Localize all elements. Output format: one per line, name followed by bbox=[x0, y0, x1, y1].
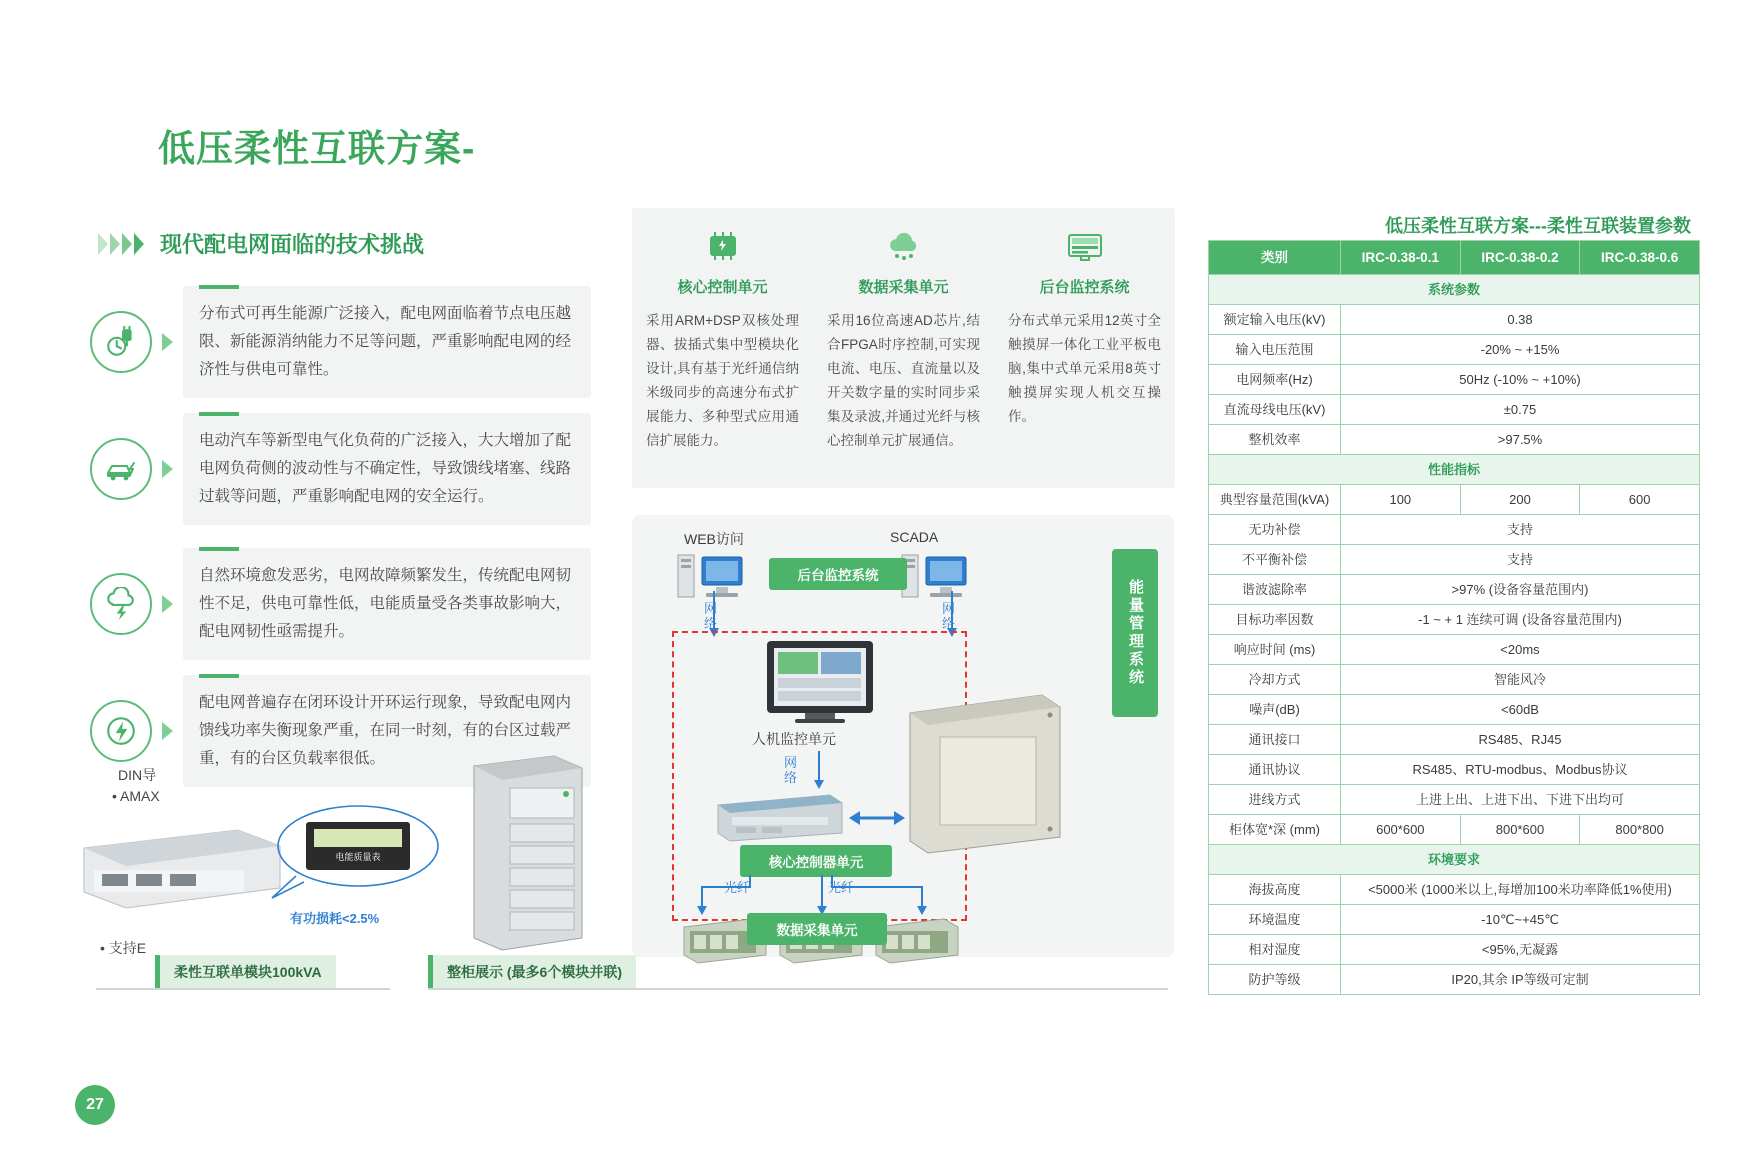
table-cell-value: 0.38 bbox=[1341, 305, 1700, 335]
table-row-label: 通讯协议 bbox=[1209, 755, 1341, 785]
meter-callout bbox=[262, 800, 442, 910]
table-section-row bbox=[1209, 845, 1700, 875]
ribbon-module-label: 柔性互联单模块100kVA bbox=[155, 955, 336, 989]
table-cell-value: ±0.75 bbox=[1341, 395, 1700, 425]
challenge-item-3 bbox=[90, 548, 591, 660]
challenge-text-3: 自然环境愈发恶劣，电网故障频繁发生，传统配电网韧性不足，供电可靠性低，电能质量受各类事故影响大，配电网韧性亟需提升。 bbox=[199, 567, 572, 640]
table-row-label: 无功补偿 bbox=[1209, 515, 1341, 545]
scada-label: SCADA bbox=[890, 529, 939, 545]
arrow-icon bbox=[162, 333, 173, 351]
challenge-item-1 bbox=[90, 286, 591, 398]
page-title: 低压柔性互联方案- bbox=[158, 128, 476, 169]
table-cell-value: <20ms bbox=[1341, 635, 1700, 665]
data-acquisition-unit-box: 数据采集单元 bbox=[747, 913, 887, 945]
table-row-label: 冷却方式 bbox=[1209, 665, 1341, 695]
divider-right bbox=[428, 988, 1168, 990]
core-controller-device-icon bbox=[712, 787, 846, 847]
table-row-label: 不平衡补偿 bbox=[1209, 545, 1341, 575]
table-row-label: 输入电压范围 bbox=[1209, 335, 1341, 365]
svg-text:电能质量表: 电能质量表 bbox=[335, 852, 381, 862]
table-row-label: 响应时间 (ms) bbox=[1209, 635, 1341, 665]
table-row-label: 柜体宽*深 (mm) bbox=[1209, 815, 1341, 845]
table-row-label: 进线方式 bbox=[1209, 785, 1341, 815]
network-label-right: 网络 bbox=[942, 601, 956, 631]
table-section-row bbox=[1209, 275, 1700, 305]
ribbon-cabinet-label: 整柜展示 (最多6个模块并联) bbox=[428, 955, 636, 989]
info-card-title-1: 核心控制单元 bbox=[677, 279, 768, 296]
network-label-mid: 网络 bbox=[784, 755, 798, 785]
header-model-1: IRC-0.38-0.1 bbox=[1341, 241, 1461, 275]
ev-car-icon bbox=[90, 438, 152, 500]
table-cell-value: 800*800 bbox=[1580, 815, 1700, 845]
cabinet-icon bbox=[900, 685, 1068, 863]
challenge-item-2 bbox=[90, 413, 591, 525]
table-row-label: 额定输入电压(kV) bbox=[1209, 305, 1341, 335]
lightning-cloud-icon bbox=[90, 573, 152, 635]
table-row-label: 海拔高度 bbox=[1209, 875, 1341, 905]
table-cell-value: -20% ~ +15% bbox=[1341, 335, 1700, 365]
arrow-icon bbox=[162, 595, 173, 613]
table-cell-value: 50Hz (-10% ~ +10%) bbox=[1341, 365, 1700, 395]
challenge-text-box-1 bbox=[183, 286, 591, 398]
table-row-label: 相对湿度 bbox=[1209, 935, 1341, 965]
parameters-table bbox=[1208, 240, 1700, 995]
table-cell-value: 上进上出、上进下出、下进下出均可 bbox=[1341, 785, 1700, 815]
din-note: DIN导 bbox=[118, 767, 157, 783]
hmi-unit-label: 人机监控单元 bbox=[752, 731, 836, 747]
table-cell-value: RS485、RJ45 bbox=[1341, 725, 1700, 755]
table-cell-value: 支持 bbox=[1341, 515, 1700, 545]
table-row-label: 整机效率 bbox=[1209, 425, 1341, 455]
table-cell-value: RS485、RTU-modbus、Modbus协议 bbox=[1341, 755, 1700, 785]
info-card-core-control bbox=[632, 208, 813, 488]
system-architecture-diagram bbox=[632, 515, 1174, 957]
hmi-panel-icon bbox=[765, 639, 875, 725]
table-row-label: 目标功率因数 bbox=[1209, 605, 1341, 635]
table-cell-value: -10℃~+45℃ bbox=[1341, 905, 1700, 935]
challenge-text-4: 配电网普遍存在闭环设计开环运行现象，导致配电网内馈线功率失衡现象严重，在同一时刻，有的台区过载严重，有的台区负载率很低。 bbox=[199, 694, 572, 767]
header-model-3: IRC-0.38-0.6 bbox=[1580, 241, 1700, 275]
table-cell-value: <5000米 (1000米以上,每增加100米功率降低1%使用) bbox=[1341, 875, 1700, 905]
table-row bbox=[1209, 605, 1700, 635]
table-cell-value: <60dB bbox=[1341, 695, 1700, 725]
table-cell-value: 600*600 bbox=[1341, 815, 1461, 845]
bg-monitor-system-box: 后台监控系统 bbox=[769, 558, 907, 590]
core-controller-unit-box: 核心控制器单元 bbox=[740, 845, 892, 877]
arrow-icon bbox=[162, 460, 173, 478]
support-note: • 支持E bbox=[100, 940, 147, 956]
table-row bbox=[1209, 815, 1700, 845]
info-card-monitor-system bbox=[994, 208, 1175, 488]
table-row bbox=[1209, 785, 1700, 815]
table-row bbox=[1209, 395, 1700, 425]
table-row-label: 通讯接口 bbox=[1209, 725, 1341, 755]
bidirectional-arrow-icon bbox=[846, 807, 908, 829]
info-card-title-2: 数据采集单元 bbox=[858, 279, 949, 296]
info-card-text-2: 采用16位高速AD芯片,结合FPGA时序控制,可实现电流、电压、直流量以及开关数字量的实时同步采集及录波,并通过光纤与核心控制单元扩展通信。 bbox=[827, 313, 980, 448]
loss-note: 有功损耗<2.5% bbox=[290, 911, 380, 926]
table-row bbox=[1209, 335, 1700, 365]
table-cell-value: 智能风冷 bbox=[1341, 665, 1700, 695]
table-section-label: 系统参数 bbox=[1209, 275, 1700, 305]
challenge-text-box-3 bbox=[183, 548, 591, 660]
table-body bbox=[1209, 275, 1700, 995]
cpu-chip-icon bbox=[632, 218, 813, 274]
header-category: 类别 bbox=[1209, 241, 1341, 275]
table-row bbox=[1209, 725, 1700, 755]
table-row bbox=[1209, 665, 1700, 695]
table-cell-value: 支持 bbox=[1341, 545, 1700, 575]
divider-left bbox=[96, 988, 390, 990]
fiber-label-right: 光纤 bbox=[828, 880, 855, 895]
info-card-title-3: 后台监控系统 bbox=[1039, 279, 1130, 296]
ems-text: 能量管理系统 bbox=[1127, 579, 1144, 687]
monitor-icon bbox=[994, 218, 1175, 274]
table-section-row bbox=[1209, 455, 1700, 485]
table-row bbox=[1209, 635, 1700, 665]
table-row-label: 谐波滤除率 bbox=[1209, 575, 1341, 605]
info-card-data-acquisition bbox=[813, 208, 994, 488]
table-section-label: 性能指标 bbox=[1209, 455, 1700, 485]
header-model-2: IRC-0.38-0.2 bbox=[1460, 241, 1580, 275]
chevrons-icon bbox=[98, 233, 146, 255]
table-title: 低压柔性互联方案---柔性互联装置参数 bbox=[1385, 216, 1691, 236]
table-row bbox=[1209, 485, 1700, 515]
power-bolt-icon bbox=[90, 700, 152, 762]
table-row bbox=[1209, 875, 1700, 905]
table-cell-value: 600 bbox=[1580, 485, 1700, 515]
network-label-left: 网络 bbox=[704, 601, 718, 631]
table-row bbox=[1209, 965, 1700, 995]
full-cabinet-photo bbox=[462, 748, 594, 960]
challenge-text-box-2 bbox=[183, 413, 591, 525]
table-row bbox=[1209, 545, 1700, 575]
table-row bbox=[1209, 695, 1700, 725]
table-cell-value: >97% (设备容量范围内) bbox=[1341, 575, 1700, 605]
table-cell-value: >97.5% bbox=[1341, 425, 1700, 455]
table-row bbox=[1209, 425, 1700, 455]
table-row-label: 防护等级 bbox=[1209, 965, 1341, 995]
table-row-label: 环境温度 bbox=[1209, 905, 1341, 935]
table-row-label: 直流母线电压(kV) bbox=[1209, 395, 1341, 425]
table-cell-value: IP20,其余 IP等级可定制 bbox=[1341, 965, 1700, 995]
table-cell-value: 200 bbox=[1460, 485, 1580, 515]
table-row-label: 典型容量范围(kVA) bbox=[1209, 485, 1341, 515]
table-cell-value: 100 bbox=[1341, 485, 1461, 515]
section-heading bbox=[98, 228, 424, 259]
data-cloud-icon bbox=[813, 218, 994, 274]
table-cell-value: -1 ~ + 1 连续可调 (设备容量范围内) bbox=[1341, 605, 1700, 635]
table-row bbox=[1209, 575, 1700, 605]
info-card-text-3: 分布式单元采用12英寸全触摸屏一体化工业平板电脑,集中式单元采用8英寸触摸屏实现人机交互操作。 bbox=[1008, 313, 1161, 424]
table-row bbox=[1209, 755, 1700, 785]
table-section-label: 环境要求 bbox=[1209, 845, 1700, 875]
table-row bbox=[1209, 935, 1700, 965]
table-row bbox=[1209, 305, 1700, 335]
challenge-text-1: 分布式可再生能源广泛接入，配电网面临着节点电压越限、新能源消纳能力不足等问题，严重影响配电网的经济性与供电可靠性。 bbox=[199, 305, 572, 378]
challenge-text-2: 电动汽车等新型电气化负荷的广泛接入，大大增加了配电网负荷侧的波动性与不确定性，导致馈线堵塞、线路过载等问题，严重影响配电网的安全运行。 bbox=[199, 432, 572, 505]
web-access-label: WEB访问 bbox=[684, 531, 744, 547]
table-row bbox=[1209, 515, 1700, 545]
plug-clock-icon bbox=[90, 311, 152, 373]
table-header-row bbox=[1209, 241, 1700, 275]
table-row bbox=[1209, 905, 1700, 935]
section-heading-label: 现代配电网面临的技术挑战 bbox=[160, 232, 425, 257]
table-row-label: 噪声(dB) bbox=[1209, 695, 1341, 725]
table-cell-value: <95%,无凝露 bbox=[1341, 935, 1700, 965]
fiber-label-left: 光纤 bbox=[724, 880, 751, 895]
page-number: 27 bbox=[75, 1085, 115, 1125]
info-card-text-1: 采用ARM+DSP双核处理器、拔插式集中型模块化设计,具有基于光纤通信纳米级同步的高速分布式扩展能力、多种型式应用通信扩展能力。 bbox=[646, 313, 799, 448]
arrow-icon bbox=[162, 722, 173, 740]
energy-management-system-label bbox=[1112, 549, 1158, 717]
table-row-label: 电网频率(Hz) bbox=[1209, 365, 1341, 395]
module-photo bbox=[78, 812, 288, 920]
table-cell-value: 800*600 bbox=[1460, 815, 1580, 845]
amax-note: • AMAX bbox=[112, 788, 160, 804]
table-row bbox=[1209, 365, 1700, 395]
